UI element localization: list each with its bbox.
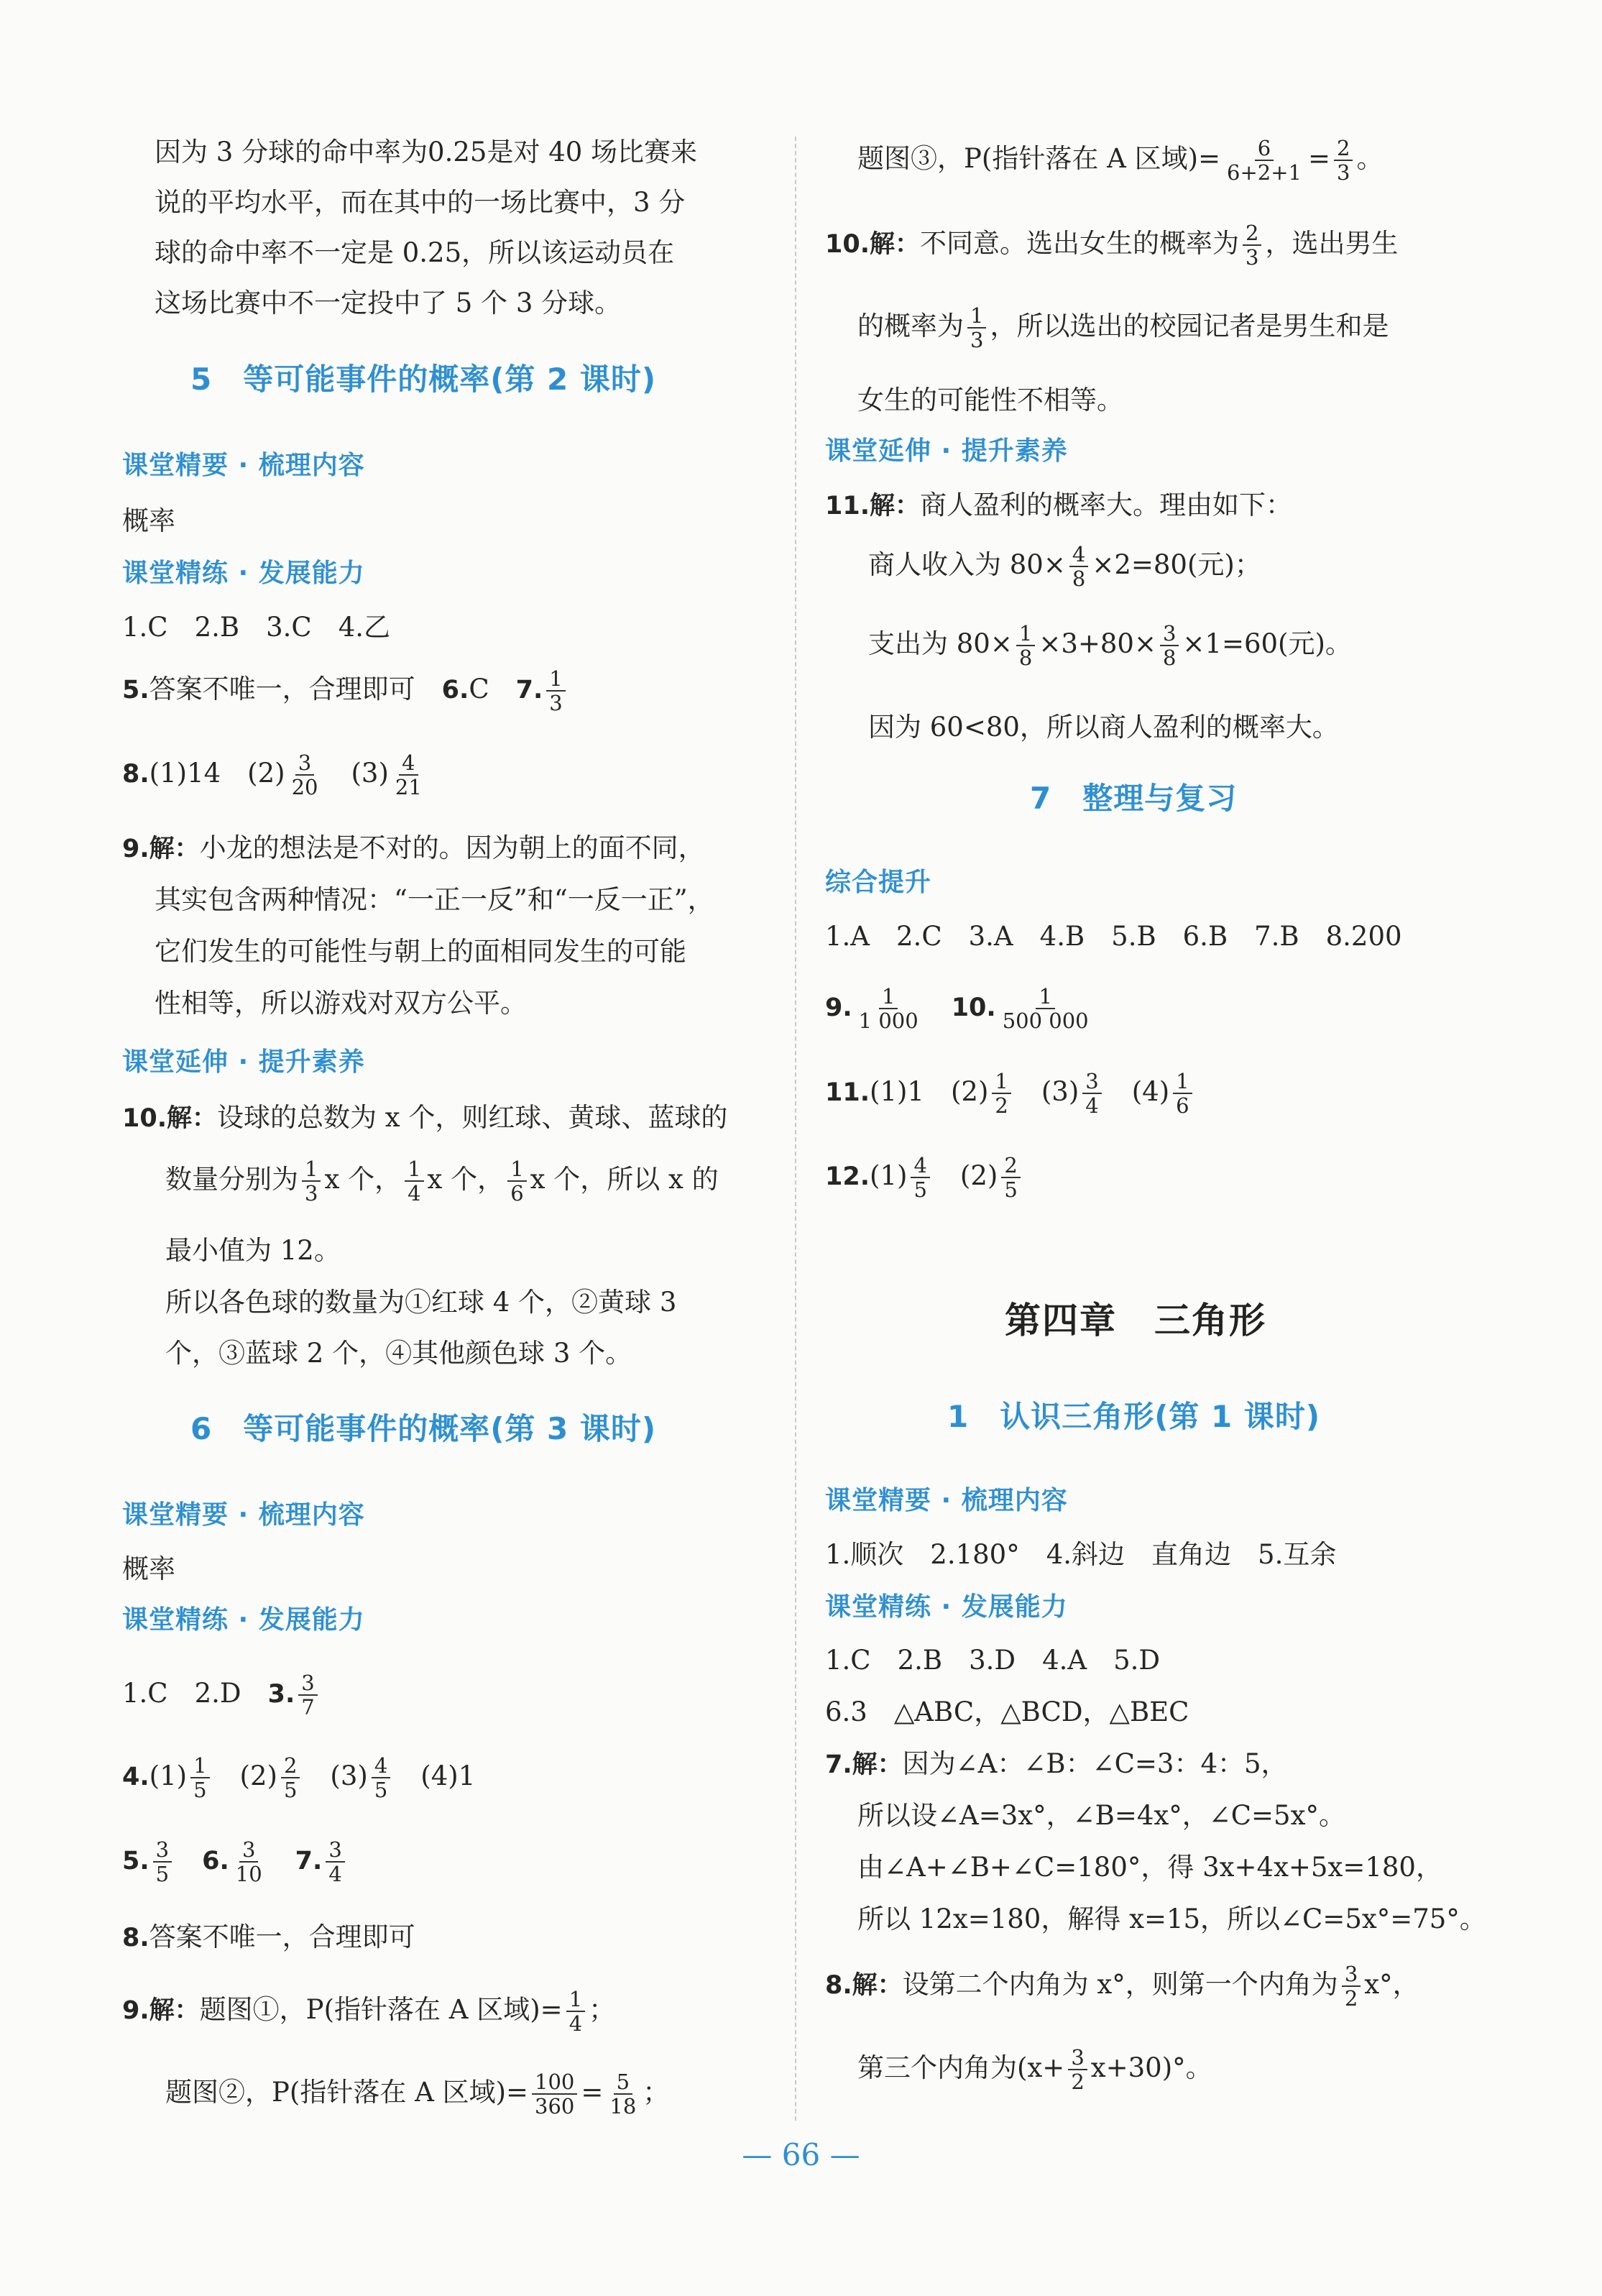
intro-line: 说的平均水平，而在其中的一场比赛中，3 分 [155,187,686,218]
answer-line: 1.A 2.C 3.A 4.B 5.B 6.B 7.B 8.200 [825,921,1402,952]
answer-line: 个，③蓝球 2 个，④其他颜色球 3 个。 [165,1338,632,1369]
answer-line: 11.解：商人盈利的概率大。理由如下： [825,490,1293,520]
subheading: 课堂延伸 · 提升素养 [825,436,1068,466]
subheading: 课堂精练 · 发展能力 [825,1592,1068,1622]
subheading: 课堂精练 · 发展能力 [122,1605,365,1635]
answer-line: 9. $\frac{1}{1 000}$ 10. $\frac{1}{500 000}$ [825,984,1089,1034]
answer-line: 支出为 80× $\frac{1}{8}$ ×3+80× $\frac{3}{8}$ ×1=60(元)。 [868,621,1352,671]
intro-line: 这场比赛中不一定投中了 5 个 3 分球。 [155,288,622,318]
answer-line: 最小值为 12。 [165,1235,341,1266]
section-title-7: 7 整理与复习 [1030,781,1238,816]
answer-line: 其实包含两种情况：“一正一反”和“一反一正”， [155,884,714,915]
answer-line: 12.(1) $\frac{4}{5}$ (2) $\frac{2}{5}$ [825,1154,1024,1202]
answer-line: 女生的可能性不相等。 [857,385,1123,415]
answer-line: 因为 60<80，所以商人盈利的概率大。 [868,712,1339,743]
subheading: 课堂精要 · 梳理内容 [122,1500,365,1530]
answer-line: 9.解：题图①，P(指针落在 A 区域)= $\frac{1}{4}$ ； [122,1987,616,2036]
answer-line: 所以设∠A=3x°，∠B=4x°，∠C=5x°。 [857,1800,1345,1831]
answer-line: 10.解：设球的总数为 x 个，则红球、黄球、蓝球的 [122,1102,728,1133]
answer-line: 的概率为 $\frac{1}{3}$ ，所以选出的校园记者是男生和是 [857,303,1389,353]
subheading: 课堂精练 · 发展能力 [122,559,365,588]
answer-line: 7.解：因为∠A：∠B：∠C=3：4：5， [825,1748,1288,1779]
section-title-ch4-1: 1 认识三角形(第 1 课时) [947,1399,1321,1434]
answer-line: 1.C 2.D 3. $\frac{3}{7}$ [122,1671,321,1719]
answer-line: 1.C 2.B 3.D 4.A 5.D [825,1645,1161,1676]
answer-line: 5.答案不唯一，合理即可 6.C 7. $\frac{1}{3}$ [122,667,569,715]
answer-line: 性相等，所以游戏对双方公平。 [155,988,527,1019]
answer-line: 所以 12x=180，解得 x=15，所以∠C=5x°=75°。 [857,1904,1486,1934]
answer-line: 所以各色球的数量为①红球 4 个，②黄球 3 [165,1287,677,1318]
answer-line: 8.(1)14 (2) $\frac{3}{20}$ (3) $\frac{4}{21}$ [122,750,422,800]
answer-line: 1.C 2.B 3.C 4.乙 [122,612,391,643]
answer-line: 8.解：设第二个内角为 x°，则第一个内角为 $\frac{3}{2}$ x°， [825,1962,1419,2011]
answer-line: 数量分别为 $\frac{1}{3}$ x 个， $\frac{1}{4}$ x 个， $\frac{1}{6}$ x 个，所以 x 的 [165,1157,719,1206]
answer-line: 6.3 △ABC，△BCD，△BEC [825,1696,1189,1727]
answer-line: 概率 [122,505,175,536]
column-divider [795,137,796,2121]
answer-line: 4.(1) $\frac{1}{5}$ (2) $\frac{2}{5}$ (3) $\frac{4}{5}$ (4)1 [122,1753,476,1803]
answer-line: 概率 [122,1553,175,1584]
section-title-6: 6 等可能事件的概率(第 3 课时) [190,1411,657,1446]
fraction: $\frac{1}{3}$ [546,667,565,715]
section-title-5: 5 等可能事件的概率(第 2 课时) [190,362,657,397]
subheading: 综合提升 [825,868,932,897]
subheading: 课堂精要 · 梳理内容 [825,1486,1068,1515]
subheading: 课堂延伸 · 提升素养 [122,1047,365,1077]
answer-line: 第三个内角为(x+ $\frac{3}{2}$ x+30)°。 [857,2045,1212,2095]
answer-line: 5. $\frac{3}{5}$ 6. $\frac{3}{10}$ 7. $\frac{3}{4}$ [122,1838,349,1886]
answer-line: 11.(1)1 (2) $\frac{1}{2}$ (3) $\frac{3}{4}$ (4) $\frac{1}{6}$ [825,1070,1196,1118]
answer-line: 9.解：小龙的想法是不对的。因为朝上的面不同， [122,832,705,863]
intro-line: 球的命中率不一定是 0.25，所以该运动员在 [155,237,675,268]
chapter-title: 第四章 三角形 [1005,1300,1266,1341]
answer-line: 1.顺次 2.180° 4.斜边 直角边 5.互余 [825,1539,1337,1570]
answer-line: 题图②，P(指针落在 A 区域)= $\frac{100}{360}$ = $\frac{5}{18}$ ； [165,2070,670,2119]
subheading: 课堂精要 · 梳理内容 [122,451,365,480]
answer-line: 题图③，P(指针落在 A 区域)= $\frac{6}{6+2+1}$ = $\frac{2}{3}$ 。 [857,136,1384,185]
answer-line: 商人收入为 80× $\frac{4}{8}$ ×2=80(元)； [868,542,1261,592]
intro-line: 因为 3 分球的命中率为0.25是对 40 场比赛来 [155,137,698,167]
answer-line: 10.解：不同意。选出女生的概率为 $\frac{2}{3}$ ，选出男生 [825,221,1399,270]
answer-line: 8.答案不唯一，合理即可 [122,1921,415,1952]
answer-line: 它们发生的可能性与朝上的面相同发生的可能 [155,936,686,967]
answer-line: 由∠A+∠B+∠C=180°，得 3x+4x+5x=180， [857,1852,1442,1883]
page-number: — 66 — [742,2137,860,2172]
